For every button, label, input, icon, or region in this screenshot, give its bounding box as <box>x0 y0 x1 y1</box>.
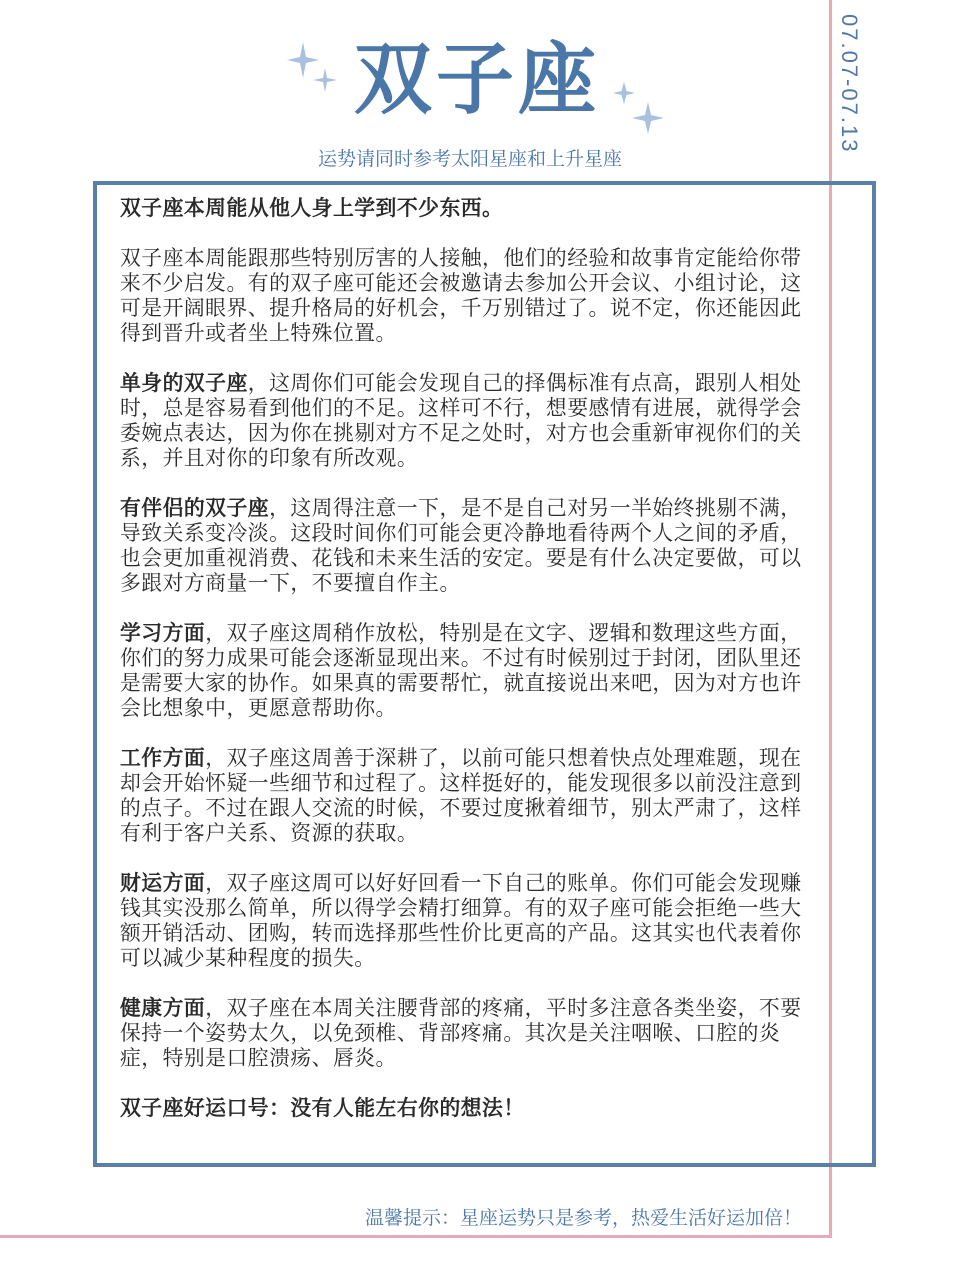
page-title: 双子座 <box>353 35 600 125</box>
article-body <box>120 196 820 1146</box>
section-text: ，这周你们可能会发现自己的择偶标准有点高，跟别人相处时，总是容易看到他们的不足。这样可不行，想要感情有进展，就得学会委婉点表达，因为你在挑剔对方不足之处时，对方也会重新审视你们的关系，并且对你的印象有所改观。 <box>120 371 802 470</box>
section-label: 有伴侣的双子座 <box>120 496 270 520</box>
section-label: 单身的双子座 <box>120 371 248 395</box>
section-text: ，双子座这周稍作放松，特别是在文字、逻辑和数理这些方面，你们的努力成果可能会逐渐显现出来。不过有时候别过于封闭，团队里还是需要大家的协作。如果真的需要帮忙，就直接说出来吧，因为对方也许会比想象中，更愿意帮助你。 <box>120 621 802 720</box>
section-label: 财运方面 <box>120 871 206 895</box>
section-single <box>120 371 820 471</box>
section-health <box>120 996 820 1071</box>
sparkle-icon <box>285 40 345 100</box>
section-text: ，双子座这周善于深耕了，以前可能只想着快点处理难题，现在却会开始怀疑一些细节和过程了。这样挺好的，能发现很多以前没注意到的点子。不过在跟人交流的时候，不要过度揪着细节，别太严肃了，这样有利于客户关系、资源的获取。 <box>120 746 802 845</box>
date-range: 07.07-07.13 <box>837 14 862 154</box>
pink-horizontal-line <box>0 1235 832 1238</box>
section-text: ，双子座这周可以好好回看一下自己的账单。你们可能会发现赚钱其实没那么简单，所以得学会精打细算。有的双子座可能会拒绝一些大额开销活动、团购，转而选择那些性价比更高的产品。这其实也代表着你可以减少某种程度的损失。 <box>120 871 802 970</box>
footer-tip: 温馨提示：星座运势只是参考，热爱生活好运加倍！ <box>365 1207 803 1229</box>
sparkle-icon <box>612 80 672 140</box>
section-work <box>120 746 820 846</box>
section-text: ，这周得注意一下，是不是自己对另一半始终挑剔不满，导致关系变冷淡。这段时间你们可能会更冷静地看待两个人之间的矛盾，也会更加重视消费、花钱和未来生活的安定。要是有什么决定要做，可以多跟对方商量一下，不要擅自作主。 <box>120 496 802 595</box>
slogan: 双子座好运口号：没有人能左右你的想法！ <box>120 1096 525 1120</box>
section-label: 健康方面 <box>120 996 206 1020</box>
article-headline: 双子座本周能从他人身上学到不少东西。 <box>120 196 504 220</box>
subtitle: 运势请同时参考太阳星座和上升星座 <box>317 148 622 170</box>
section-study <box>120 621 820 721</box>
section-label: 工作方面 <box>120 746 206 770</box>
section-wealth <box>120 871 820 971</box>
section-label: 学习方面 <box>120 621 206 645</box>
section-partnered <box>120 496 820 596</box>
intro-paragraph: 双子座本周能跟那些特别厉害的人接触，他们的经验和故事肯定能给你带来不少启发。有的双子座可能还会被邀请去参加公开会议、小组讨论，这可是开阔眼界、提升格局的好机会，千万别错过了。说不定，你还能因此得到晋升或者坐上特殊位置。 <box>120 246 802 345</box>
section-text: ，双子座在本周关注腰背部的疼痛，平时多注意各类坐姿，不要保持一个姿势太久，以免颈椎、背部疼痛。其次是关注咽喉、口腔的炎症，特别是口腔溃疡、唇炎。 <box>120 996 802 1070</box>
